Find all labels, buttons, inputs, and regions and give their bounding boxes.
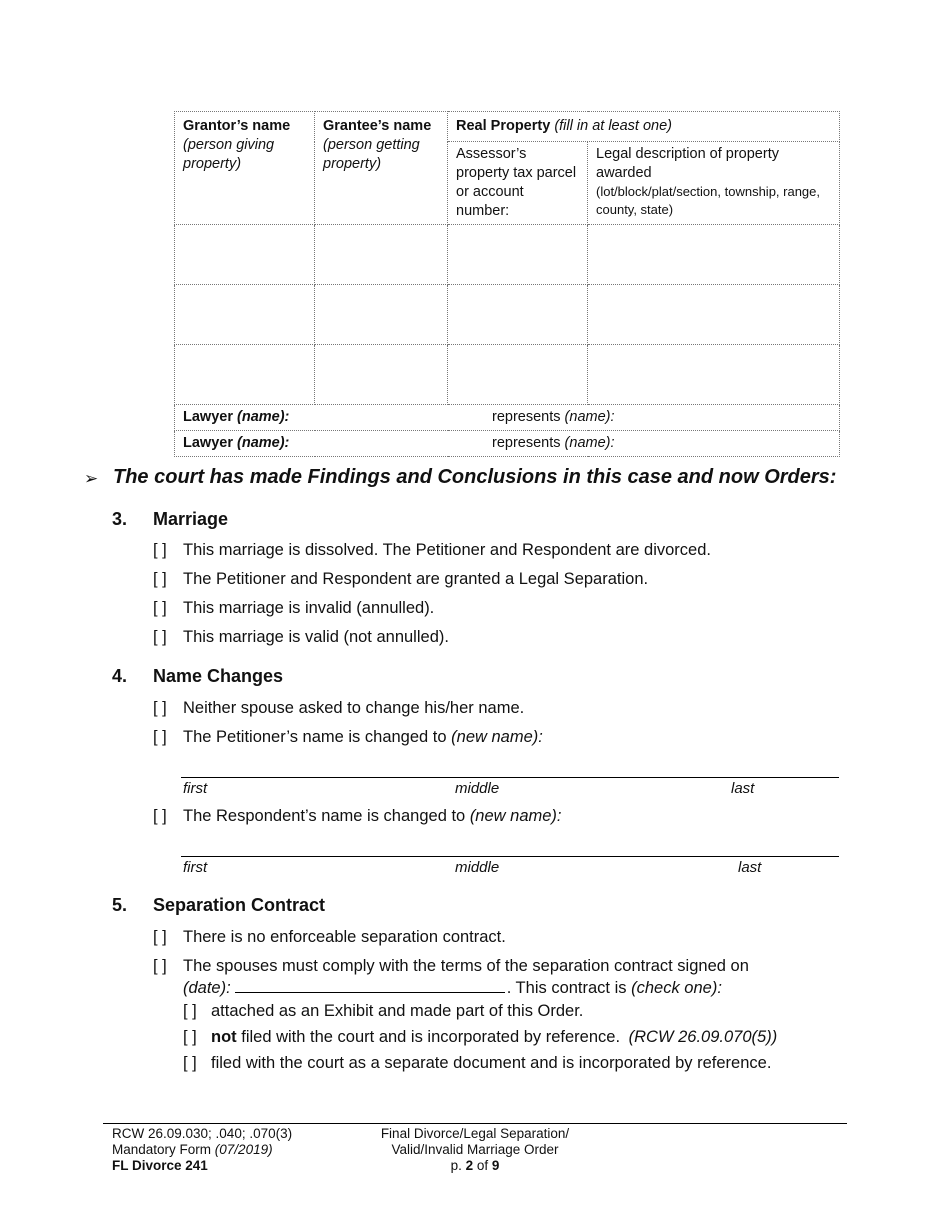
lawyer-cell[interactable] [175, 405, 840, 431]
grantor-header: Grantor’s name [183, 118, 291, 134]
table-row [175, 285, 840, 345]
grantee-cell[interactable] [315, 345, 448, 405]
page-of: of [476, 1158, 489, 1173]
section-title-marriage: Marriage [153, 509, 229, 529]
new-name-hint: (new name): [451, 728, 543, 746]
last-label: last [738, 859, 762, 876]
legal-description-header: Legal description of property awarded [596, 146, 779, 181]
checkbox[interactable]: [ ] [153, 807, 167, 825]
option-legal-separation: The Petitioner and Respondent are granted a Legal Separation. [183, 570, 649, 588]
grantee-cell[interactable] [315, 285, 448, 345]
checkbox[interactable]: [ ] [153, 928, 167, 946]
legal-description-cell[interactable] [588, 285, 840, 345]
footer-rcw: RCW 26.09.030; .040; .070(3) [112, 1126, 293, 1141]
middle-label: middle [455, 859, 500, 876]
page-total: 9 [491, 1158, 500, 1173]
grantor-cell[interactable] [175, 225, 315, 285]
assessor-cell[interactable] [448, 225, 588, 285]
grantee-cell[interactable] [315, 225, 448, 285]
contract-is-text: . This contract is [506, 979, 627, 997]
respondent-name-text: The Respondent’s name is changed to [183, 807, 466, 825]
option-petitioner-name [183, 728, 543, 747]
checkbox[interactable]: [ ] [153, 570, 167, 588]
footer-form-id: FL Divorce 241 [112, 1158, 208, 1173]
option-neither-spouse: Neither spouse asked to change his/her name. [183, 699, 525, 717]
grantor-cell[interactable] [175, 345, 315, 405]
option-not-filed [211, 1028, 777, 1047]
checkbox[interactable]: [ ] [153, 541, 167, 559]
checkbox[interactable]: [ ] [153, 628, 167, 646]
checkbox[interactable]: [ ] [183, 1002, 197, 1020]
section-title-separation-contract: Separation Contract [153, 895, 326, 915]
footer-page-number [360, 1158, 590, 1174]
checkbox[interactable]: [ ] [183, 1028, 197, 1046]
checkbox[interactable]: [ ] [153, 599, 167, 617]
lawyer-name-hint: (name): [237, 435, 290, 451]
assessor-header-cell [448, 142, 588, 225]
represents-label: represents [492, 409, 561, 425]
checkbox[interactable]: [ ] [153, 728, 167, 746]
not-emphasis: not [211, 1028, 237, 1046]
represents-name-hint: (name): [564, 409, 615, 425]
section-number: 4. [112, 666, 128, 686]
petitioner-name-text: The Petitioner’s name is changed to [183, 728, 447, 746]
footer-mandatory-date: (07/2019) [214, 1142, 273, 1157]
petitioner-name-input-line[interactable] [181, 777, 839, 778]
middle-label: middle [455, 780, 500, 797]
date-label: (date): [183, 979, 231, 997]
footer-mandatory [112, 1142, 292, 1158]
grantee-header-cell [315, 112, 448, 225]
check-one-hint: (check one): [631, 979, 722, 997]
orders-heading: The court has made Findings and Conclusions in this case and now Orders: [113, 466, 837, 488]
assessor-cell[interactable] [448, 285, 588, 345]
legal-description-cell[interactable] [588, 345, 840, 405]
option-attached-exhibit: attached as an Exhibit and made part of this Order. [211, 1002, 584, 1020]
footer-left [112, 1126, 292, 1174]
grantee-subheader: (person getting property) [323, 137, 420, 172]
contract-date-input[interactable] [235, 977, 505, 993]
contract-date-line [183, 977, 722, 998]
page-prefix: p. [450, 1158, 462, 1173]
option-respondent-name [183, 807, 562, 826]
footer-mandatory-label: Mandatory Form [112, 1142, 212, 1157]
lawyer-label: Lawyer [183, 435, 233, 451]
option-no-contract: There is no enforceable separation contract. [183, 928, 506, 946]
legal-description-header-cell [588, 142, 840, 225]
footer-title-line2: Valid/Invalid Marriage Order [391, 1142, 559, 1157]
section-title-name-changes: Name Changes [153, 666, 284, 686]
respondent-name-input-line[interactable] [181, 856, 839, 857]
footer-center [360, 1126, 590, 1174]
arrow-bullet-icon: ➢ [84, 469, 99, 488]
real-property-header-cell [448, 112, 840, 142]
table-header-row [175, 112, 840, 142]
grantor-header-cell [175, 112, 315, 225]
new-name-hint: (new name): [469, 807, 562, 825]
option-comply: The spouses must comply with the terms of the separation contract signed on [183, 957, 749, 975]
lawyer-label: Lawyer [183, 409, 233, 425]
represents-label: represents [492, 435, 561, 451]
option-invalid: This marriage is invalid (annulled). [183, 599, 435, 617]
table-row [175, 345, 840, 405]
lawyer-cell[interactable] [175, 431, 840, 457]
grantor-cell[interactable] [175, 285, 315, 345]
legal-description-cell[interactable] [588, 225, 840, 285]
section-number: 5. [112, 895, 128, 915]
lawyer-row [175, 405, 840, 431]
section-number: 3. [112, 509, 128, 529]
option-valid: This marriage is valid (not annulled). [183, 628, 449, 646]
grantor-subheader: (person giving property) [183, 137, 275, 172]
real-property-note: (fill in at least one) [554, 118, 672, 134]
first-label: first [183, 859, 208, 876]
option-filed-separate: filed with the court as a separate document and is incorporated by reference. [211, 1054, 772, 1072]
last-label: last [731, 780, 755, 797]
lawyer-name-hint: (name): [237, 409, 290, 425]
footer-title-line1: Final Divorce/Legal Separation/ [380, 1126, 570, 1141]
grantee-header: Grantee’s name [323, 118, 432, 134]
page-current: 2 [465, 1158, 474, 1173]
table-row [175, 225, 840, 285]
rcw-reference: (RCW 26.09.070(5)) [628, 1028, 778, 1046]
not-filed-text: filed with the court and is incorporated by reference. [241, 1028, 621, 1046]
footer-divider [103, 1123, 847, 1124]
checkbox[interactable]: [ ] [153, 699, 167, 717]
option-dissolved: This marriage is dissolved. The Petitioner and Respondent are divorced. [183, 541, 711, 559]
first-label: first [183, 780, 208, 797]
real-property-table [174, 111, 840, 457]
represents-name-hint: (name): [564, 435, 615, 451]
assessor-cell[interactable] [448, 345, 588, 405]
checkbox[interactable]: [ ] [153, 957, 167, 975]
lawyer-row [175, 431, 840, 457]
legal-description-subheader: (lot/block/plat/section, township, range, county, state) [596, 184, 821, 217]
assessor-header: Assessor’s property tax parcel or account number: [456, 146, 577, 219]
checkbox[interactable]: [ ] [183, 1054, 197, 1072]
real-property-header: Real Property [456, 118, 551, 134]
